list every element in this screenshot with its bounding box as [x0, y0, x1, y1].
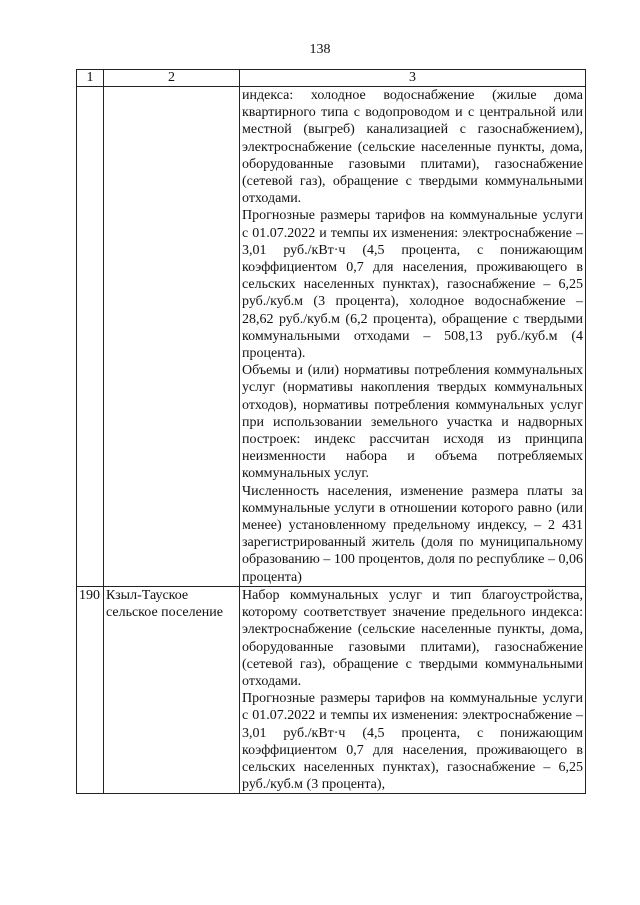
- description-paragraph: Прогнозные размеры тарифов на коммунальные услуги с 01.07.2022 и темпы их изменения: электроснабжение – 3,01 руб./кВт·ч (4,5 процента, с понижающим коэффициентом 0,7 для населения, проживающего в сельских населенных пунктах), газоснабжение – 6,25 руб./куб.м (3 процента), холодное водоснабжение – 28,62 руб./куб.м (6,2 процента), обращение с твердыми коммунальными отходами – 508,13 руб./куб.м (4 процента).: [242, 208, 583, 362]
- description-cell: [240, 586, 586, 793]
- description-paragraph: Прогнозные размеры тарифов на коммунальные услуги с 01.07.2022 и темпы их изменения: электроснабжение – 3,01 руб./кВт·ч (4,5 процента, с понижающим коэффициентом 0,7 для населения, проживающего в сельских населенных пунктах), газоснабжение – 6,25 руб./куб.м (3 процента),: [242, 691, 583, 793]
- description-cell: [240, 87, 586, 587]
- row-number: [77, 87, 104, 587]
- description-paragraph: индекса: холодное водоснабжение (жилые дома квартирного типа с водопроводом и с центральной или местной (выгреб) канализацией с газоснабжением), электроснабжение (сельские населенные пункты, дома, оборудованные газовыми плитами), газоснабжение (сетевой газ), обращение с твердыми коммунальными отходами.: [242, 88, 583, 207]
- description-paragraph: Численность населения, изменение размера платы за коммунальные услуги в отношении которого равно (или менее) установленному предельному индексу, – 2 431 зарегистрированный житель (доля по муниципальному образованию – 100 процентов, доля по республике – 0,06 процента): [242, 483, 583, 585]
- tariff-table: [76, 69, 586, 794]
- municipality-name: [104, 87, 240, 587]
- header-col-1: 1: [77, 70, 104, 87]
- header-col-3: 3: [240, 70, 586, 87]
- table-row: [77, 586, 586, 793]
- row-number: 190: [77, 586, 104, 793]
- table-header-row: [77, 70, 586, 87]
- table-row: [77, 87, 586, 587]
- page-number: 138: [309, 42, 331, 57]
- municipality-name: Кзыл-Тауское сельское поселение: [104, 586, 240, 793]
- description-paragraph: Набор коммунальных услуг и тип благоустройства, которому соответствует значение предельного индекса: электроснабжение (сельские населенные пункты, дома, оборудованные газовыми плитами), газоснабжение (сетевой газ), обращение с твердыми коммунальными отходами.: [242, 587, 583, 689]
- description-paragraph: Объемы и (или) нормативы потребления коммунальных услуг (нормативы накопления твердых коммунальных отходов), нормативы потребления коммунальных услуг при использовании земельного участка и надворных построек: индекс рассчитан исходя из принципа неизменности набора и объема потребляемых коммунальных услуг.: [242, 363, 583, 482]
- header-col-2: 2: [104, 70, 240, 87]
